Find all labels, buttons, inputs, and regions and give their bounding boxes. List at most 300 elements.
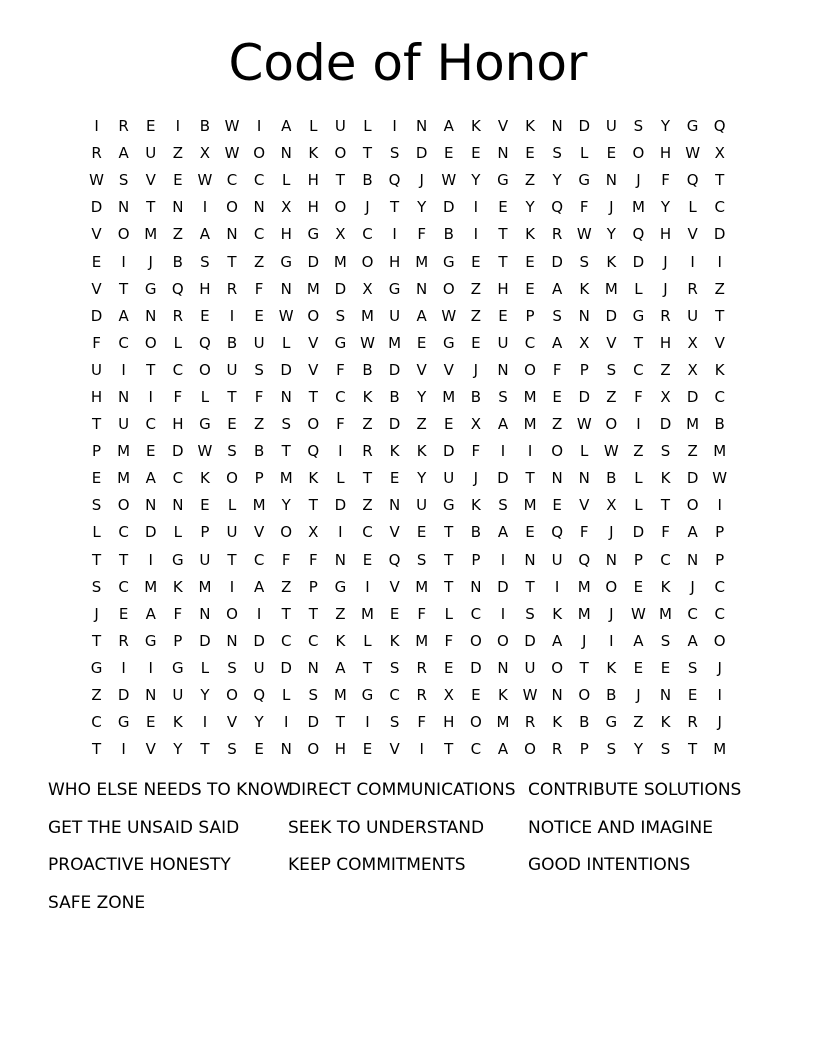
grid-letter: J <box>582 631 587 650</box>
grid-letter: P <box>471 550 481 569</box>
grid-letter: D <box>280 360 292 379</box>
grid-letter: Z <box>172 225 183 244</box>
grid-letter: S <box>389 144 400 163</box>
grid-letter: Z <box>362 415 373 434</box>
grid-letter: X <box>281 198 292 217</box>
grid-letter: N <box>551 117 563 136</box>
grid-letter: A <box>497 415 509 434</box>
grid-letter: A <box>145 469 156 488</box>
grid-row <box>83 411 734 438</box>
grid-letter: C <box>145 415 156 434</box>
grid-letter: D <box>253 631 265 650</box>
grid-letter: I <box>500 442 506 461</box>
grid-letter: F <box>634 387 643 406</box>
grid-letter: W <box>197 171 213 190</box>
grid-letter: W <box>522 686 538 705</box>
grid-letter: E <box>227 415 237 434</box>
grid-letter: E <box>444 415 454 434</box>
grid-letter: N <box>659 686 672 705</box>
grid-letter: S <box>389 713 400 732</box>
grid-letter: U <box>334 117 346 136</box>
grid-letter: C <box>714 387 725 406</box>
grid-letter: X <box>362 279 373 298</box>
grid-letter: P <box>200 523 210 542</box>
grid-letter: Z <box>172 144 183 163</box>
grid-letter: D <box>632 523 645 542</box>
grid-letter: C <box>470 604 482 623</box>
grid-letter: L <box>336 469 345 488</box>
grid-letter: C <box>308 631 319 650</box>
grid-letter: T <box>498 252 508 271</box>
grid-letter: V <box>443 360 454 379</box>
grid-letter: N <box>388 496 401 515</box>
grid-letter: G <box>172 658 184 677</box>
grid-letter: S <box>227 740 237 759</box>
grid-letter: Z <box>335 604 346 623</box>
grid-letter: C <box>172 360 184 379</box>
grid-letter: V <box>714 333 725 352</box>
grid-letter: J <box>148 252 153 271</box>
grid-letter: M <box>713 740 727 759</box>
grid-letter: B <box>443 225 454 244</box>
grid-letter: E <box>633 577 644 596</box>
grid-letter: A <box>416 306 427 325</box>
grid-letter: T <box>498 225 508 244</box>
grid-letter: H <box>90 387 103 406</box>
grid-letter: B <box>470 523 481 542</box>
grid-letter: P <box>633 550 643 569</box>
grid-letter: O <box>280 523 293 542</box>
grid-letter: V <box>91 279 102 298</box>
grid-letter: P <box>579 360 589 379</box>
grid-letter: L <box>282 333 291 352</box>
grid-row <box>83 574 734 601</box>
grid-letter: A <box>118 144 129 163</box>
grid-letter: O <box>117 496 130 515</box>
grid-letter: Q <box>388 171 401 190</box>
grid-letter: O <box>524 740 536 759</box>
grid-letter: I <box>338 442 343 461</box>
grid-letter: H <box>199 279 211 298</box>
grid-letter: F <box>417 225 426 244</box>
grid-letter: I <box>202 713 208 732</box>
grid-letter: S <box>660 631 671 650</box>
grid-letter: I <box>283 713 289 732</box>
grid-letter: N <box>416 279 428 298</box>
grid-letter: I <box>121 658 126 677</box>
grid-letter: L <box>173 523 182 542</box>
grid-letter: G <box>361 686 374 705</box>
grid-letter: F <box>579 523 589 542</box>
grid-letter: Z <box>362 496 373 515</box>
grid-letter: B <box>199 117 211 136</box>
grid-letter: Q <box>551 523 564 542</box>
grid-letter: W <box>576 225 592 244</box>
grid-letter: N <box>280 740 292 759</box>
grid-letter: I <box>229 306 235 325</box>
grid-letter: P <box>525 306 535 325</box>
grid-letter: K <box>470 496 481 515</box>
grid-letter: K <box>308 144 319 163</box>
grid-letter: C <box>633 360 644 379</box>
grid-letter: X <box>660 387 671 406</box>
grid-letter: M <box>117 442 131 461</box>
grid-row <box>83 601 734 628</box>
grid-letter: E <box>525 144 535 163</box>
grid-letter: M <box>604 279 618 298</box>
grid-letter: M <box>306 279 320 298</box>
grid-letter: V <box>389 523 400 542</box>
grid-letter: H <box>307 171 319 190</box>
grid-letter: K <box>416 442 427 461</box>
grid-letter: C <box>253 171 265 190</box>
grid-letter: Y <box>417 387 427 406</box>
grid-letter: H <box>172 415 184 434</box>
grid-letter: R <box>118 631 129 650</box>
grid-letter: O <box>469 631 482 650</box>
grid-letter: W <box>278 306 294 325</box>
grid-letter: U <box>524 658 536 677</box>
grid-letter: S <box>633 117 644 136</box>
grid-letter: F <box>417 604 426 623</box>
grid-letter: T <box>227 252 237 271</box>
grid-letter: E <box>606 144 617 163</box>
grid-letter: R <box>416 686 427 705</box>
grid-letter: C <box>253 225 265 244</box>
grid-letter: E <box>498 198 508 217</box>
grid-letter: U <box>172 686 184 705</box>
grid-letter: Q <box>307 442 320 461</box>
grid-letter: L <box>309 117 318 136</box>
grid-row <box>83 140 734 167</box>
grid-letter: Z <box>606 387 617 406</box>
grid-letter: G <box>497 171 509 190</box>
grid-letter: I <box>121 360 126 379</box>
grid-letter: I <box>148 658 153 677</box>
grid-letter: N <box>551 469 563 488</box>
grid-letter: C <box>118 523 129 542</box>
grid-letter: I <box>717 686 722 705</box>
grid-letter: M <box>415 577 429 596</box>
grid-letter: B <box>226 333 238 352</box>
word-list-item: CONTRIBUTE SOLUTIONS <box>528 780 742 800</box>
word-list-item: SEEK TO UNDERSTAND <box>288 817 485 838</box>
grid-letter: Y <box>254 713 264 732</box>
grid-letter: X <box>470 415 481 434</box>
grid-letter: O <box>226 686 238 705</box>
grid-letter: R <box>687 279 698 298</box>
grid-letter: D <box>551 252 563 271</box>
grid-letter: E <box>416 333 427 352</box>
grid-letter: K <box>308 469 319 488</box>
word-list-item: PROACTIVE HONESTY <box>48 855 231 875</box>
grid-letter: N <box>280 144 292 163</box>
grid-letter: I <box>392 117 397 136</box>
grid-letter: H <box>280 225 292 244</box>
grid-letter: A <box>253 577 265 596</box>
grid-letter: I <box>609 631 614 650</box>
grid-letter: M <box>631 198 645 217</box>
grid-letter: W <box>441 306 457 325</box>
grid-letter: F <box>661 523 670 542</box>
grid-letter: K <box>552 713 563 732</box>
grid-letter: L <box>580 442 589 461</box>
grid-letter: U <box>118 415 130 434</box>
grid-letter: E <box>362 550 373 569</box>
grid-letter: T <box>91 740 102 759</box>
grid-letter: O <box>551 442 564 461</box>
grid-letter: G <box>280 252 293 271</box>
grid-letter: T <box>335 171 345 190</box>
grid-letter: N <box>497 144 509 163</box>
grid-letter: S <box>254 360 264 379</box>
grid-letter: H <box>497 279 509 298</box>
grid-letter: O <box>199 360 211 379</box>
grid-letter: J <box>609 604 614 623</box>
grid-letter: K <box>200 469 210 488</box>
grid-letter: A <box>497 740 509 759</box>
grid-letter: V <box>389 577 400 596</box>
grid-letter: J <box>663 279 668 298</box>
grid-letter: Y <box>173 740 183 759</box>
grid-letter: B <box>172 252 183 271</box>
grid-letter: D <box>578 387 591 406</box>
grid-letter: T <box>308 496 318 515</box>
grid-letter: N <box>253 198 265 217</box>
grid-letter: F <box>254 387 264 406</box>
grid-letter: D <box>497 577 509 596</box>
grid-letter: N <box>416 117 428 136</box>
grid-letter: P <box>715 550 725 569</box>
grid-letter: F <box>471 442 481 461</box>
grid-letter: O <box>469 713 482 732</box>
grid-letter: E <box>118 604 129 623</box>
grid-letter: M <box>686 415 700 434</box>
grid-letter: I <box>121 740 126 759</box>
grid-letter: A <box>552 279 563 298</box>
grid-letter: N <box>199 604 211 623</box>
grid-letter: D <box>90 306 103 325</box>
grid-letter: J <box>636 171 641 190</box>
grid-letter: R <box>416 658 427 677</box>
grid-letter: C <box>687 604 698 623</box>
page-title: Code of Honor <box>228 34 588 92</box>
grid-letter: S <box>281 415 291 434</box>
grid-letter: M <box>252 496 266 515</box>
grid-letter: A <box>552 333 563 352</box>
grid-row <box>83 438 734 465</box>
grid-letter: D <box>172 442 184 461</box>
grid-letter: Q <box>632 225 645 244</box>
grid-letter: V <box>145 171 156 190</box>
grid-letter: D <box>686 387 699 406</box>
grid-letter: A <box>199 225 211 244</box>
grid-letter: X <box>199 144 211 163</box>
grid-letter: H <box>307 198 319 217</box>
grid-letter: D <box>117 686 130 705</box>
grid-letter: G <box>605 713 618 732</box>
grid-letter: Z <box>253 415 265 434</box>
grid-letter: S <box>335 306 346 325</box>
grid-letter: T <box>525 469 535 488</box>
grid-letter: G <box>686 117 699 136</box>
grid-letter: K <box>389 631 400 650</box>
grid-letter: D <box>280 658 292 677</box>
grid-letter: E <box>416 523 427 542</box>
grid-letter: F <box>552 360 562 379</box>
grid-letter: D <box>442 198 455 217</box>
grid-letter: M <box>415 631 429 650</box>
grid-letter: M <box>415 252 429 271</box>
grid-letter: E <box>200 496 210 515</box>
grid-letter: V <box>579 496 590 515</box>
grid-letter: I <box>121 252 126 271</box>
grid-letter: U <box>551 550 563 569</box>
grid-letter: W <box>224 117 240 136</box>
grid-letter: E <box>389 469 400 488</box>
grid-letter: Y <box>200 686 210 705</box>
grid-letter: O <box>307 415 320 434</box>
grid-row <box>83 628 734 655</box>
grid-letter: W <box>603 442 619 461</box>
grid-letter: K <box>498 686 508 705</box>
grid-letter: P <box>715 523 725 542</box>
grid-letter: D <box>524 631 536 650</box>
grid-letter: S <box>91 496 102 515</box>
grid-row <box>83 113 734 140</box>
grid-letter: E <box>471 333 481 352</box>
grid-row <box>83 519 734 546</box>
grid-letter: K <box>172 577 183 596</box>
grid-letter: W <box>197 442 213 461</box>
grid-letter: K <box>389 442 400 461</box>
grid-letter: E <box>444 658 454 677</box>
word-list-item: GET THE UNSAID SAID <box>48 817 240 838</box>
grid-row <box>83 248 734 275</box>
grid-letter: F <box>173 387 183 406</box>
grid-letter: K <box>525 117 535 136</box>
grid-letter: U <box>605 117 617 136</box>
grid-letter: I <box>554 577 560 596</box>
grid-letter: E <box>91 469 102 488</box>
grid-letter: R <box>362 442 373 461</box>
grid-letter: Z <box>687 442 698 461</box>
grid-letter: D <box>632 252 645 271</box>
grid-letter: C <box>226 171 238 190</box>
grid-letter: E <box>145 442 156 461</box>
grid-letter: T <box>200 740 210 759</box>
grid-letter: M <box>361 306 374 325</box>
grid-letter: F <box>336 360 345 379</box>
grid-letter: J <box>663 252 668 271</box>
grid-letter: N <box>145 306 157 325</box>
grid-letter: U <box>253 658 265 677</box>
grid-letter: O <box>253 144 266 163</box>
grid-letter: L <box>282 171 291 190</box>
grid-letter: A <box>687 523 698 542</box>
grid-letter: N <box>551 686 563 705</box>
grid-letter: T <box>91 550 102 569</box>
grid-letter: B <box>714 415 725 434</box>
grid-letter: T <box>362 658 373 677</box>
grid-letter: T <box>146 198 156 217</box>
grid-letter: J <box>609 198 614 217</box>
grid-letter: D <box>686 469 699 488</box>
grid-letter: O <box>713 631 726 650</box>
grid-letter: K <box>579 279 590 298</box>
grid-letter: Y <box>606 225 616 244</box>
grid-letter: E <box>471 144 481 163</box>
grid-letter: C <box>524 333 536 352</box>
grid-letter: T <box>308 604 318 623</box>
grid-letter: E <box>362 740 373 759</box>
grid-letter: V <box>497 117 509 136</box>
grid-letter: T <box>91 415 102 434</box>
grid-letter: G <box>388 279 401 298</box>
grid-letter: R <box>551 225 563 244</box>
grid-letter: I <box>500 604 506 623</box>
grid-letter: G <box>117 713 130 732</box>
grid-letter: O <box>497 631 509 650</box>
grid-letter: J <box>94 604 99 623</box>
grid-letter: L <box>634 279 643 298</box>
grid-letter: O <box>144 333 157 352</box>
grid-letter: Z <box>633 442 644 461</box>
grid-letter: D <box>307 713 320 732</box>
grid-letter: E <box>525 523 535 542</box>
grid-letter: S <box>525 604 535 623</box>
grid-letter: X <box>687 360 698 379</box>
grid-letter: V <box>687 225 698 244</box>
grid-letter: S <box>118 171 129 190</box>
grid-letter: L <box>200 658 210 677</box>
grid-letter: O <box>226 198 238 217</box>
grid-letter: E <box>471 686 481 705</box>
grid-letter: D <box>334 279 347 298</box>
grid-letter: C <box>389 686 400 705</box>
grid-letter: Q <box>551 198 564 217</box>
grid-row <box>83 357 734 384</box>
grid-letter: J <box>365 198 370 217</box>
grid-letter: H <box>659 333 672 352</box>
grid-row <box>83 194 734 221</box>
grid-letter: N <box>145 686 157 705</box>
grid-letter: O <box>361 252 374 271</box>
grid-letter: I <box>392 225 397 244</box>
grid-letter: L <box>282 686 291 705</box>
grid-letter: R <box>91 144 102 163</box>
grid-letter: U <box>687 306 699 325</box>
grid-letter: G <box>442 333 455 352</box>
grid-letter: P <box>92 442 102 461</box>
grid-letter: B <box>606 686 617 705</box>
grid-letter: H <box>443 713 455 732</box>
grid-letter: O <box>632 144 645 163</box>
grid-letter: D <box>497 469 509 488</box>
grid-letter: S <box>200 252 210 271</box>
grid-letter: L <box>227 496 237 515</box>
grid-letter: O <box>307 740 320 759</box>
grid-letter: I <box>148 550 153 569</box>
grid-letter: I <box>500 550 506 569</box>
grid-letter: E <box>389 604 400 623</box>
grid-letter: U <box>199 550 211 569</box>
grid-letter: T <box>281 604 291 623</box>
grid-letter: F <box>92 333 101 352</box>
grid-letter: N <box>524 550 536 569</box>
grid-letter: D <box>415 144 428 163</box>
grid-letter: G <box>632 306 645 325</box>
